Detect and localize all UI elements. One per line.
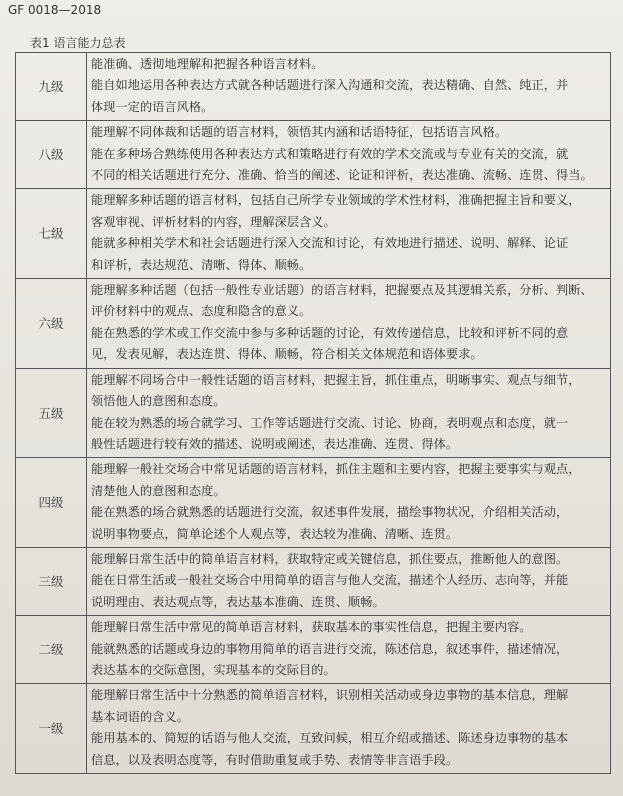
level-cell: 四级 xyxy=(16,458,87,548)
table-row xyxy=(16,684,611,774)
description-line: 和评析，表达规范、清晰、得体、顺畅。 xyxy=(91,257,312,272)
description-cell xyxy=(87,458,611,548)
level-cell: 一级 xyxy=(16,684,87,774)
description-line: 表达基本的交际意图，实现基本的交际目的。 xyxy=(91,662,336,677)
description-line: 能在熟悉的学术或工作交流中参与多种话题的讨论，有效传递信息，比较和评析不同的意 xyxy=(91,325,569,340)
description-cell xyxy=(87,547,611,615)
table-row xyxy=(16,458,611,548)
description-line: 客观审视、评析材料的内容，理解深层含义。 xyxy=(91,214,336,229)
description-line: 领悟他人的意图和态度。 xyxy=(91,394,226,409)
description-line: 不同的相关话题进行充分、准确、恰当的阐述、论证和评析，表达准确、流畅、连贯、得当。 xyxy=(91,168,593,183)
table-caption: 表1 语言能力总表 xyxy=(30,36,126,50)
description-line: 能理解多种话题的语言材料，包括自己所学专业领域的学术性材料，准确把握主旨和要义， xyxy=(91,193,581,208)
description-cell xyxy=(87,189,611,279)
level-cell: 三级 xyxy=(16,547,87,615)
document-code: GF 0018—2018 xyxy=(8,3,102,17)
description-line: 能就多种相关学术和社会话题进行深入交流和讨论，有效地进行描述、说明、解释、论证 xyxy=(91,236,569,251)
language-ability-table xyxy=(15,52,611,774)
level-cell: 五级 xyxy=(16,368,87,458)
description-line: 能在日常生活或一般社交场合中用简单的语言与他人交流，描述个人经历、志向等，并能 xyxy=(91,573,569,588)
description-line: 能在较为熟悉的场合就学习、工作等话题进行交流、讨论、协商，表明观点和态度，就一 xyxy=(91,415,569,430)
table-row xyxy=(16,53,611,121)
description-line: 能自如地运用各种表达方式就各种话题进行深入沟通和交流，表达精确、自然、纯正，并 xyxy=(91,78,569,93)
description-line: 清楚他人的意图和态度。 xyxy=(91,483,226,498)
table-row xyxy=(16,368,611,458)
description-line: 体现一定的语言风格。 xyxy=(91,99,214,114)
description-line: 能理解一般社交场合中常见话题的语言材料，抓住主题和主要内容，把握主要事实与观点， xyxy=(91,462,581,477)
description-line: 能理解不同场合中一般性话题的语言材料，把握主旨，抓住重点，明晰事实、观点与细节， xyxy=(91,372,581,387)
level-cell: 九级 xyxy=(16,53,87,121)
level-cell: 二级 xyxy=(16,616,87,684)
description-line: 能理解日常生活中十分熟悉的简单语言材料，识别相关活动或身边事物的基本信息，理解 xyxy=(91,688,569,703)
description-line: 说明理由、表达观点等，表达基本准确、连贯、顺畅。 xyxy=(91,594,385,609)
table-row xyxy=(16,616,611,684)
level-cell: 七级 xyxy=(16,189,87,279)
description-line: 能理解不同体裁和话题的语言材料，领悟其内涵和话语特征，包括语言风格。 xyxy=(91,125,508,140)
description-cell xyxy=(87,684,611,774)
description-line: 见，发表见解，表达连贯、得体、顺畅，符合相关文体规范和语体要求。 xyxy=(91,347,483,362)
description-line: 能用基本的、简短的话语与他人交流，互致问候，相互介绍或描述、陈述身边事物的基本 xyxy=(91,731,569,746)
description-line: 能准确、透彻地理解和把握各种语言材料。 xyxy=(91,57,324,71)
description-cell xyxy=(87,368,611,458)
description-line: 能就熟悉的话题或身边的事物用简单的语言进行交流，陈述信息，叙述事件，描述情况， xyxy=(91,641,569,656)
description-line: 能理解多种话题（包括一般性专业话题）的语言材料，把握要点及其逻辑关系，分析、判断、 xyxy=(91,283,593,298)
description-line: 基本词语的含义。 xyxy=(91,709,189,724)
description-cell xyxy=(87,53,611,121)
level-cell: 八级 xyxy=(16,121,87,189)
table-row xyxy=(16,121,611,189)
table-row xyxy=(16,279,611,369)
level-cell: 六级 xyxy=(16,279,87,369)
description-cell xyxy=(87,616,611,684)
description-line: 评价材料中的观点、态度和隐含的意义。 xyxy=(91,304,312,319)
description-line: 能理解日常生活中常见的简单语言材料，获取基本的事实性信息，把握主要内容。 xyxy=(91,620,532,635)
description-line: 能理解日常生活中的简单语言材料，获取特定或关键信息，抓住要点，推断他人的意图。 xyxy=(91,551,569,566)
description-line: 能在多种场合熟练使用各种表达方式和策略进行有效的学术交流或与专业有关的交流，就 xyxy=(91,146,569,161)
description-cell xyxy=(87,121,611,189)
description-line: 能在熟悉的场合就熟悉的话题进行交流，叙述事件发展，描绘事物状况，介绍相关活动， xyxy=(91,505,569,520)
description-line: 般性话题进行较有效的描述、说明或阐述，表达准确、连贯、得体。 xyxy=(91,436,459,451)
table-row xyxy=(16,189,611,279)
table-row xyxy=(16,547,611,615)
description-line: 信息，以及表明态度等，有时借助重复或手势、表情等非言语手段。 xyxy=(91,752,459,767)
description-cell xyxy=(87,279,611,369)
description-line: 说明事物要点，简单论述个人观点等，表达较为准确、清晰、连贯。 xyxy=(91,526,459,541)
table-body xyxy=(16,53,611,774)
